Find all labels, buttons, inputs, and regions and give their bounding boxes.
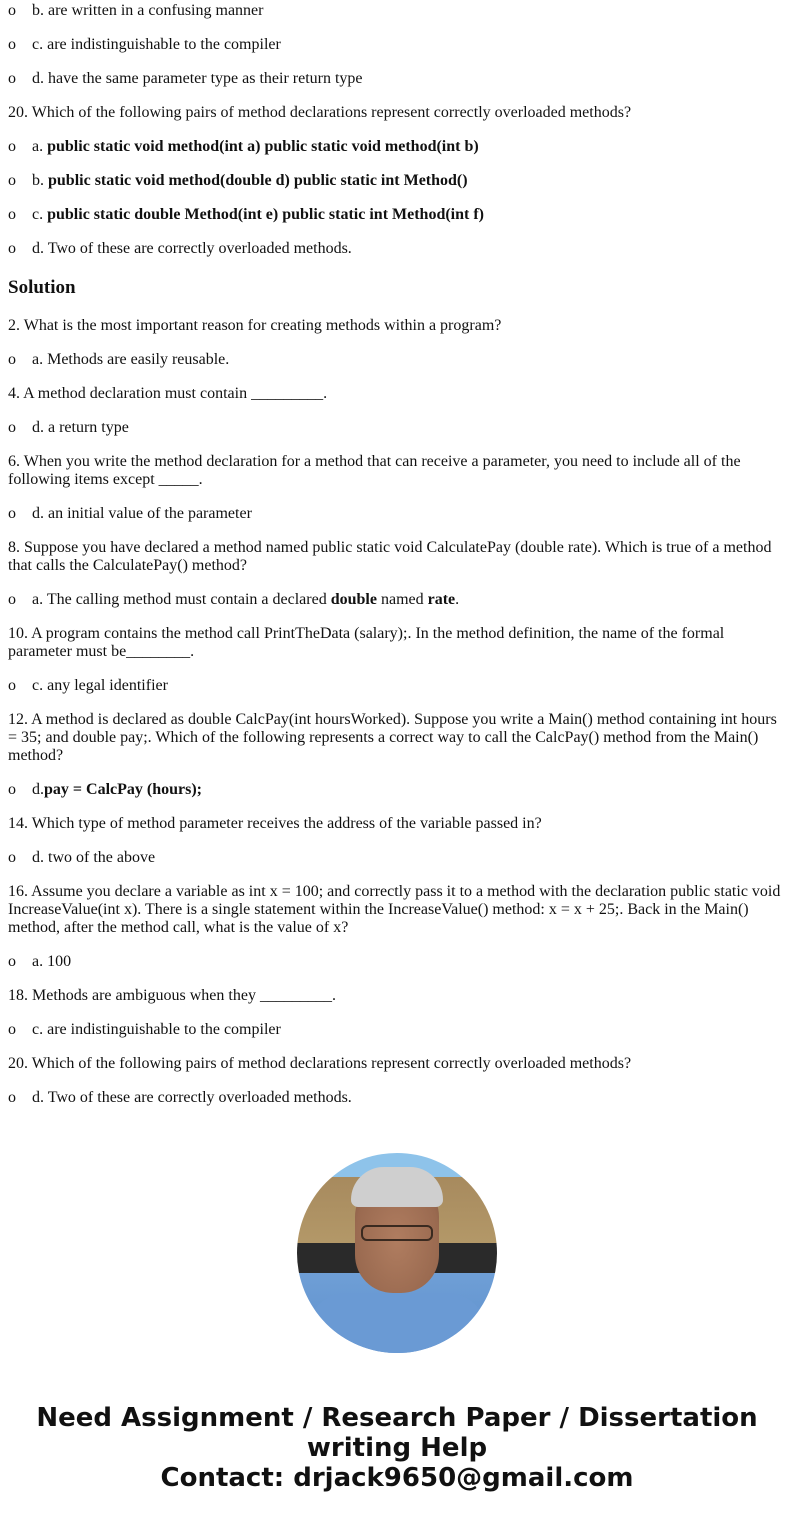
solution-question: 10. A program contains the method call PrintTheData (salary);. In the method definition, the name of the formal parameter must be________. [8,625,725,660]
solution-question: 20. Which of the following pairs of method declarations represent correctly overloaded methods? [8,1055,632,1072]
solution-answer [8,591,459,609]
solution-answer [8,953,71,971]
solution-answer [8,677,168,695]
solution-question: 4. A method declaration must contain _________. [8,385,328,402]
bullet: o [8,849,16,866]
option-prefix: b. [32,172,48,189]
promo-line-2: writing Help [306,1433,488,1463]
option-text: d. Two of these are correctly overloaded methods. [32,240,352,257]
answer-option [8,172,468,190]
bullet: o [8,781,16,798]
solution-answer [8,419,129,437]
avatar-hair [351,1167,443,1207]
promo-line-1: Need Assignment / Research Paper / Dissertation [36,1403,758,1433]
answer-text: d. two of the above [32,849,156,866]
option-prefix: a. [32,138,48,155]
answer-text: a. 100 [32,953,72,970]
bullet: o [8,1089,16,1106]
bullet: o [8,1021,16,1038]
promo-banner [0,1403,794,1493]
solution-answer [8,351,229,369]
answer-text: d. [32,781,44,798]
solution-question: 14. Which type of method parameter receives the address of the variable passed in? [8,815,542,832]
bullet: o [8,138,16,155]
option-code: public static double Method(int e) public static int Method(int f) [47,206,484,223]
answer-option [8,2,263,20]
bullet: o [8,591,16,608]
solution-question: 12. A method is declared as double CalcPay(int hoursWorked). Suppose you write a Main() method containing int hours = 35; and double pay;. Which of the following represents a correct way to call the CalcPay() method from the Main() method? [8,711,777,764]
author-avatar [297,1153,497,1353]
answer-bold: double [330,591,377,608]
bullet: o [8,953,16,970]
answer-option [8,206,484,224]
answer-text: c. any legal identifier [32,677,168,694]
solution-answer [8,1089,352,1107]
promo-contact: Contact: drjack9650@gmail.com [160,1463,634,1493]
bullet: o [8,70,16,87]
bullet: o [8,206,16,223]
bullet: o [8,351,16,368]
bullet: o [8,677,16,694]
option-text: d. have the same parameter type as their return type [32,70,363,87]
solution-question: 2. What is the most important reason for creating methods within a program? [8,317,502,334]
solution-answer [8,505,252,523]
bullet: o [8,505,16,522]
option-text: b. are written in a confusing manner [32,2,264,19]
answer-text: d. a return type [32,419,129,436]
answer-text: c. are indistinguishable to the compiler [32,1021,281,1038]
answer-option [8,70,363,88]
answer-option [8,240,352,258]
answer-text: a. The calling method must contain a declared [32,591,331,608]
answer-option [8,36,281,54]
option-prefix: c. [32,206,48,223]
answer-text: d. Two of these are correctly overloaded methods. [32,1089,352,1106]
answer-bold: pay = CalcPay (hours); [44,781,202,798]
avatar-glasses [361,1225,433,1241]
answer-bold: rate [427,591,456,608]
solution-answer [8,781,202,799]
bullet: o [8,172,16,189]
answer-text: d. an initial value of the parameter [32,505,252,522]
bullet: o [8,2,16,19]
solution-answer [8,1021,281,1039]
answer-text: a. Methods are easily reusable. [32,351,230,368]
avatar-shirt [307,1293,487,1353]
solution-question: 16. Assume you declare a variable as int x = 100; and correctly pass it to a method with the declaration public static void IncreaseValue(int x). There is a single statement within the IncreaseValue() method: x = x + 25;. Back in the Main() method, after the method call, what is the value of x? [8,883,781,936]
question-20: 20. Which of the following pairs of method declarations represent correctly overloaded methods? [8,104,632,121]
bullet: o [8,419,16,436]
solution-question: 8. Suppose you have declared a method named public static void CalculatePay (double rate). Which is true of a method that calls the CalculatePay() method? [8,539,772,574]
option-text: c. are indistinguishable to the compiler [32,36,281,53]
solution-question: 6. When you write the method declaration for a method that can receive a parameter, you need to include all of the following items except _____. [8,453,741,488]
answer-text: named [376,591,428,608]
solution-answer [8,849,155,867]
option-code: public static void method(int a) public static void method(int b) [47,138,479,155]
option-code: public static void method(double d) public static int Method() [48,172,468,189]
solution-question: 18. Methods are ambiguous when they _________. [8,987,336,1004]
answer-text: . [455,591,460,608]
answer-option [8,138,479,156]
bullet: o [8,36,16,53]
bullet: o [8,240,16,257]
solution-heading: Solution [8,277,76,298]
